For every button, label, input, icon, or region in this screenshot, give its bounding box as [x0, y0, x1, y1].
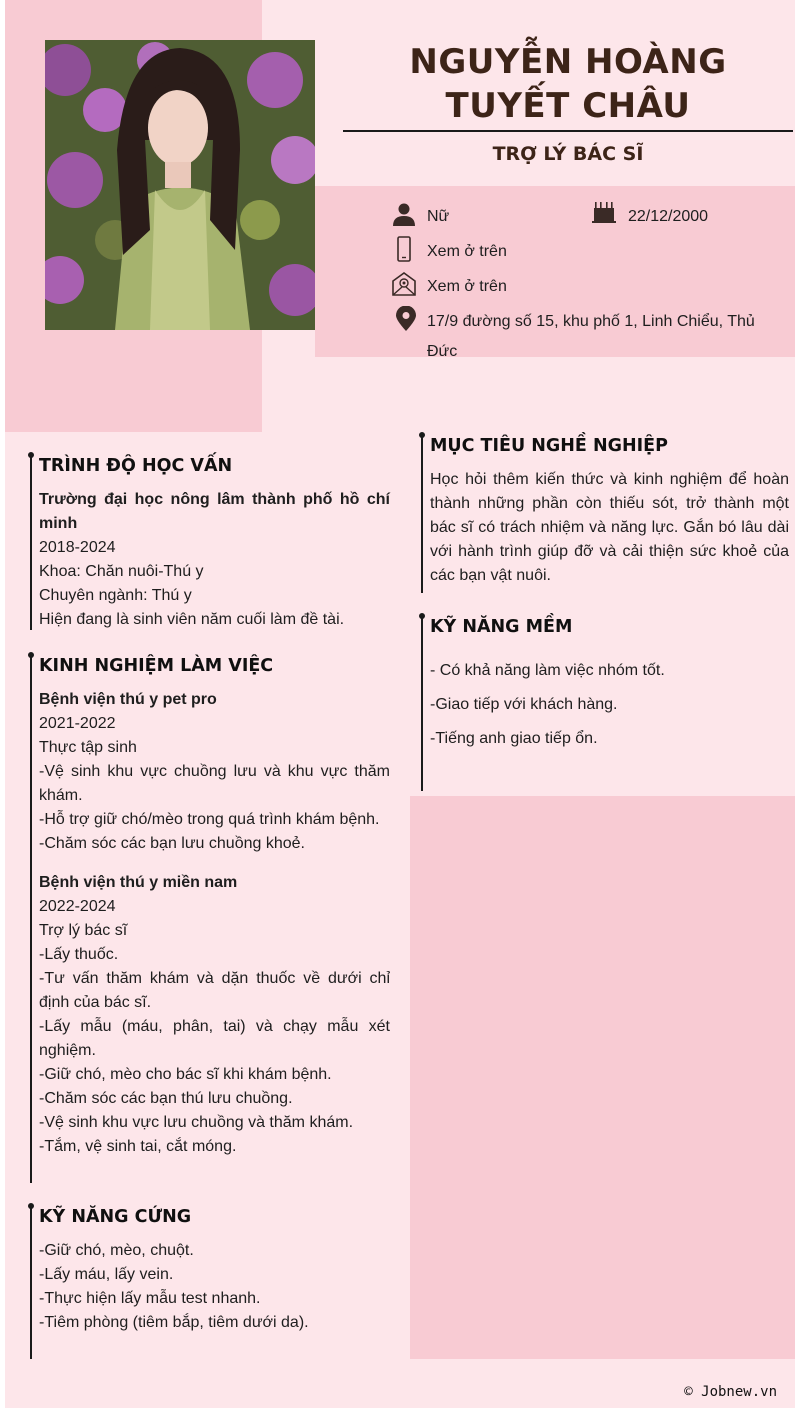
header-divider	[343, 130, 793, 132]
hard-skills-section	[30, 1204, 390, 1359]
soft-skills-heading: KỸ NĂNG MỀM	[430, 617, 573, 637]
hard-skills-heading: KỸ NĂNG CỨNG	[39, 1207, 192, 1227]
job-title: TRỢ LÝ BÁC SĨ	[492, 143, 644, 165]
job-duty: -Lấy mẫu (máu, phân, tai) và chạy mẫu xét nghiệm.	[39, 1018, 390, 1059]
job-duty: -Chăm sóc các bạn lưu chuồng khoẻ.	[39, 835, 305, 852]
soft-skills-section	[421, 614, 789, 791]
job-duty: -Vệ sinh khu vực chuồng lưu và khu vực thăm khám.	[39, 763, 390, 804]
school-name: Trường đại học nông lâm thành phố hồ chí minh	[39, 491, 390, 532]
job-position: Thực tập sinh	[39, 739, 137, 756]
job-duty: -Chăm sóc các bạn thú lưu chuồng.	[39, 1090, 293, 1107]
hard-skill-item: -Lấy máu, lấy vein.	[39, 1266, 174, 1283]
job-duty: -Tắm, vệ sinh tai, cắt móng.	[39, 1138, 237, 1155]
section-timeline	[30, 455, 32, 630]
job-duty: -Giữ chó, mèo cho bác sĩ khi khám bệnh.	[39, 1066, 332, 1083]
education-status: Hiện đang là sinh viên năm cuối làm đề tài.	[39, 611, 345, 628]
profile-photo	[45, 40, 315, 330]
email-text: Xem ở trên	[427, 278, 507, 295]
education-heading: TRÌNH ĐỘ HỌC VẤN	[39, 456, 233, 476]
objective-heading: MỤC TIÊU NGHỀ NGHIỆP	[430, 436, 668, 456]
job-duty: -Vệ sinh khu vực lưu chuồng và thăm khám.	[39, 1114, 354, 1131]
location-icon	[394, 306, 418, 332]
section-timeline	[421, 435, 423, 593]
job-duty: -Lấy thuốc.	[39, 946, 119, 963]
hard-skill-item: -Thực hiện lấy mẫu test nhanh.	[39, 1290, 261, 1307]
footer-copyright[interactable]: © Jobnew.vn	[684, 1384, 777, 1400]
gender-text: Nữ	[427, 208, 450, 225]
user-icon	[392, 202, 416, 228]
education-section	[30, 453, 390, 630]
job-duty: -Tư vấn thăm khám và dặn thuốc về dưới chỉ định của bác sĩ.	[39, 970, 390, 1011]
experience-heading: KINH NGHIỆM LÀM VIỆC	[39, 656, 274, 676]
objective-section	[421, 433, 789, 593]
birthday-text: 22/12/2000	[628, 208, 709, 225]
phone-text: Xem ở trên	[427, 243, 507, 260]
section-timeline	[30, 655, 32, 1183]
objective-text: Học hỏi thêm kiến thức và kinh nghiệm để hoàn thành những phần còn thiếu sót, trở thành một bác sĩ có trách nhiệm và năng lực. Gắn bó lâu dài với hành trình giúp đỡ và cải thiện sức khoẻ của các bạn vật nuôi.	[430, 471, 789, 584]
education-major: Chuyên ngành: Thú y	[39, 587, 192, 604]
soft-skill-item: -Giao tiếp với khách hàng.	[430, 696, 618, 713]
soft-skill-item: - Có khả năng làm việc nhóm tốt.	[430, 662, 665, 679]
candidate-name: NGUYỄN HOÀNG TUYẾT CHÂU	[409, 42, 727, 126]
job-position: Trợ lý bác sĩ	[39, 922, 128, 939]
soft-skill-item: -Tiếng anh giao tiếp ổn.	[430, 730, 598, 747]
address-text: 17/9 đường số 15, khu phố 1, Linh Chiểu, Thủ Đức	[427, 313, 755, 360]
hard-skill-item: -Giữ chó, mèo, chuột.	[39, 1242, 194, 1259]
experience-section	[30, 653, 390, 1183]
company-name: Bệnh viện thú y miền nam	[39, 874, 238, 891]
cv-page	[5, 0, 795, 1408]
section-timeline	[421, 616, 423, 791]
phone-icon	[392, 236, 416, 262]
section-timeline	[30, 1206, 32, 1359]
education-years: 2018-2024	[39, 539, 116, 556]
cake-icon	[592, 200, 616, 226]
hard-skill-item: -Tiêm phòng (tiêm bắp, tiêm dưới da).	[39, 1314, 309, 1331]
right-background-block	[410, 796, 795, 1359]
company-name: Bệnh viện thú y pet pro	[39, 691, 217, 708]
job-years: 2021-2022	[39, 715, 116, 732]
job-years: 2022-2024	[39, 898, 116, 915]
education-faculty: Khoa: Chăn nuôi-Thú y	[39, 563, 204, 580]
job-duty: -Hỗ trợ giữ chó/mèo trong quá trình khám bệnh.	[39, 811, 380, 828]
email-icon	[392, 271, 416, 297]
